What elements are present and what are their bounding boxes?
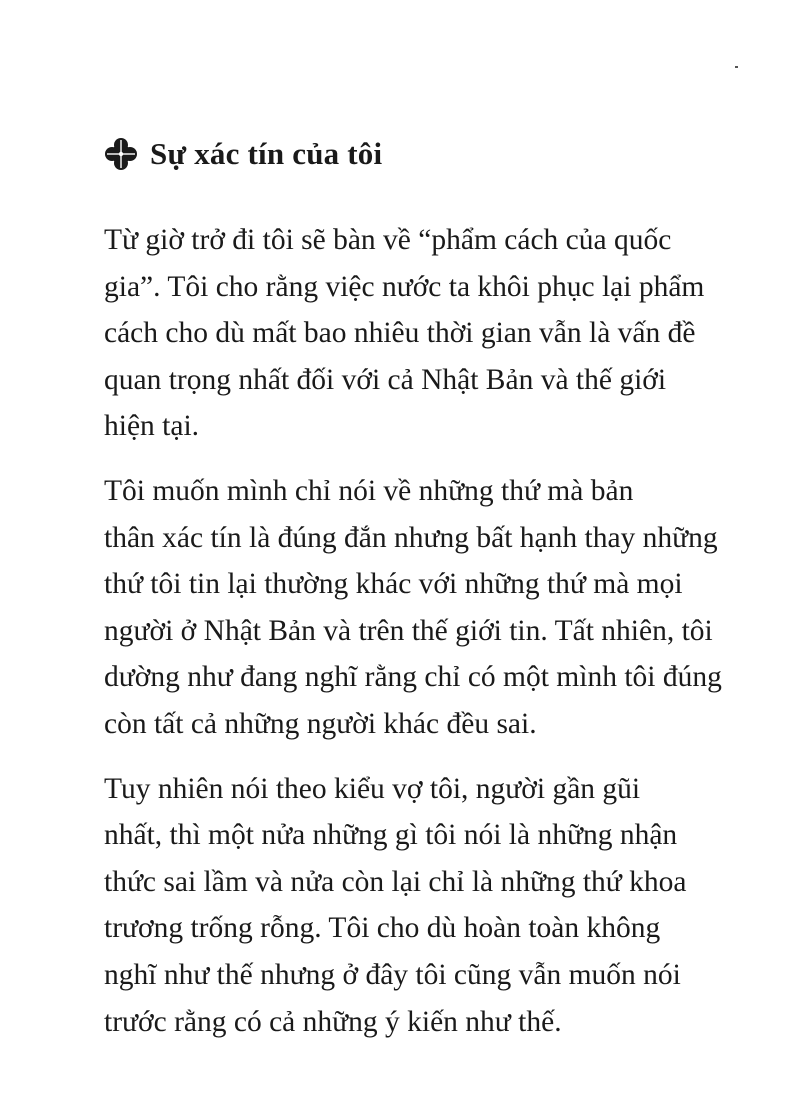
text-line: người ở Nhật Bản và trên thế giới tin. Tất nhiên, tôi <box>104 614 713 647</box>
text-line: thức sai lầm và nửa còn lại chỉ là những thứ khoa <box>104 865 687 898</box>
text-line: nghĩ như thế nhưng ở đây tôi cũng vẫn muốn nói <box>104 958 681 991</box>
text-line: trước rằng có cả những ý kiến như thế. <box>104 1005 562 1038</box>
print-speck <box>735 66 738 68</box>
text-line: gia”. Tôi cho rằng việc nước ta khôi phục lại phẩm <box>104 270 705 303</box>
text-line: Từ giờ trở đi tôi sẽ bàn về “phẩm cách của quốc <box>104 224 672 256</box>
section-title: Sự xác tín của tôi <box>150 136 383 171</box>
paragraph-2 <box>104 468 734 748</box>
text-line: hiện tại. <box>104 410 200 443</box>
text-line: trương trống rỗng. Tôi cho dù hoàn toàn không <box>104 912 661 945</box>
section-heading <box>104 136 382 172</box>
text-line: thân xác tín là đúng đắn nhưng bất hạnh thay những <box>104 521 718 554</box>
paragraph-3 <box>104 766 734 1046</box>
text-line: thứ tôi tin lại thường khác với những thứ mà mọi <box>104 568 683 601</box>
text-line: Tuy nhiên nói theo kiểu vợ tôi, người gần gũi <box>104 772 641 805</box>
body-text <box>104 217 734 1063</box>
text-line: cách cho dù mất bao nhiêu thời gian vẫn là vấn đề <box>104 317 696 350</box>
text-line: còn tất cả những người khác đều sai. <box>104 707 537 740</box>
text-line: nhất, thì một nửa những gì tôi nói là những nhận <box>104 819 678 852</box>
quatrefoil-ornament-icon <box>104 137 138 171</box>
text-line: quan trọng nhất đối với cả Nhật Bản và thế giới <box>104 363 667 396</box>
text-line: Tôi muốn mình chỉ nói về những thứ mà bản <box>104 474 634 507</box>
text-line: dường như đang nghĩ rằng chỉ có một mình tôi đúng <box>104 661 722 694</box>
paragraph-1 <box>104 217 734 450</box>
